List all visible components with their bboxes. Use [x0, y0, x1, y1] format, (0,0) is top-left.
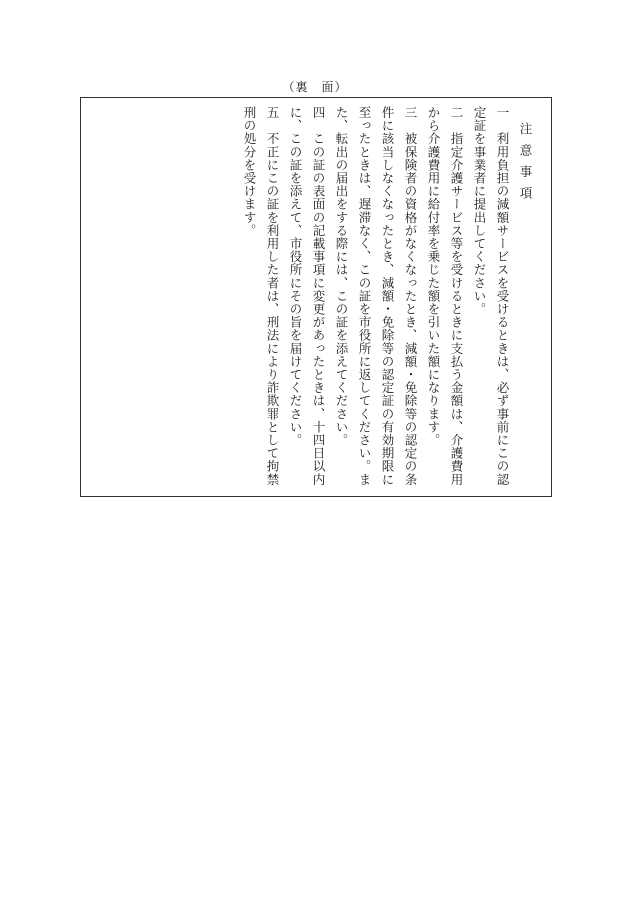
notice-item-3 [330, 106, 422, 490]
item-text: この証の表面の記載事項に変更があったときは、十四日以内に、この証を添えて、市役所にその旨を届けてください。 [288, 106, 326, 486]
item-number: 四 [311, 106, 326, 120]
item-text: 不正にこの証を利用した者は、刑法により詐欺罪として拘禁刑の処分を受けます。 [242, 106, 280, 486]
item-number: 三 [403, 106, 418, 120]
notice-title: 注意事項 [518, 122, 533, 208]
item-text: 指定介護サービス等を受けるときに支払う金額は、介護費用から介護費用に給付率を乗じた額を引いた額になります。 [426, 106, 464, 486]
item-number: 五 [265, 106, 280, 120]
notice-item-5 [238, 106, 284, 490]
item-text: 被保険者の資格がなくなったとき、減額・免除等の認定の条件に該当しなくなったとき、減額・免除等の認定証の有効期限に至ったときは、遅滞なく、この証を市役所に返してください。また、転出の届出をする際には、この証を添えてください。 [334, 106, 418, 486]
notice-box [80, 97, 552, 497]
item-text: 利用負担の減額サービスを受けるときは、必ず事前にこの認定証を事業者に提出してください。 [472, 106, 510, 486]
notice-item-2 [422, 106, 468, 490]
notice-item-1 [468, 106, 514, 490]
item-number: 一 [495, 106, 510, 120]
notice-item-4 [284, 106, 330, 490]
notice-body [87, 106, 537, 490]
page-side-caption: （裏 面） [282, 80, 348, 94]
item-number: 二 [449, 106, 464, 120]
